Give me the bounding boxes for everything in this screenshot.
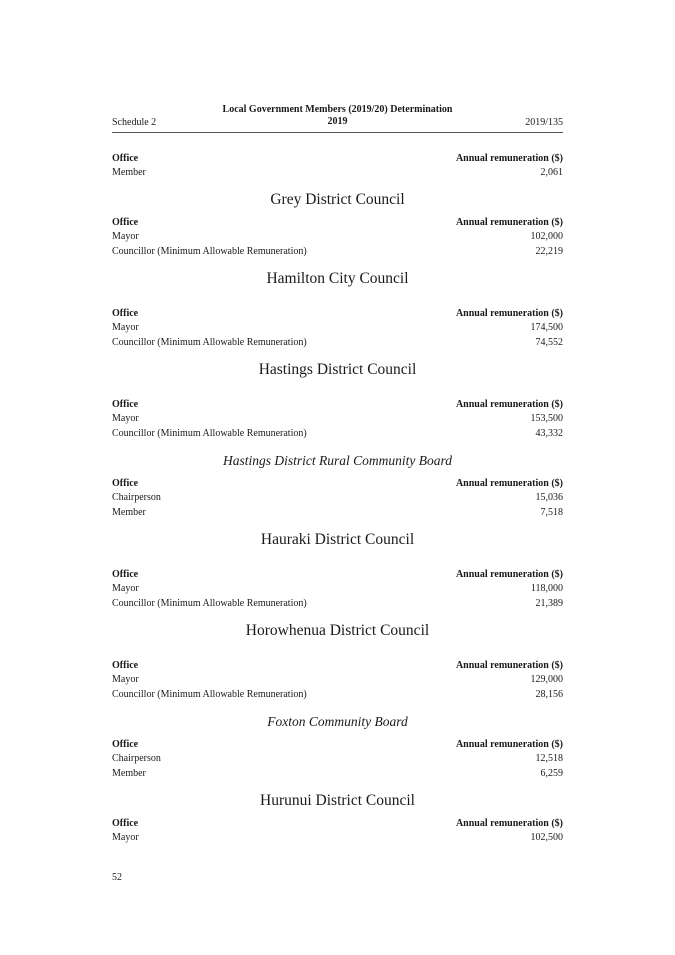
council-section (112, 150, 563, 181)
council-section (112, 260, 563, 351)
remuneration-cell: 22,219 (535, 246, 563, 257)
table-row (112, 766, 563, 782)
office-cell: Mayor (112, 831, 139, 843)
office-cell: Councillor (Minimum Allowable Remuneration) (112, 337, 307, 348)
table-row (112, 229, 563, 245)
remuneration-column-header: Annual remuneration ($) (455, 216, 563, 228)
section-title: Horowhenua District Council (245, 621, 430, 639)
remuneration-column-header: Annual remuneration ($) (455, 817, 563, 829)
remuneration-cell: 2,061 (540, 167, 563, 178)
remuneration-cell: 12,518 (535, 752, 563, 764)
table-header (112, 645, 563, 672)
remuneration-cell: 74,552 (535, 337, 563, 348)
section-title: Hastings District Council (258, 360, 417, 378)
section-title: Hurunui District Council (260, 791, 415, 809)
remuneration-cell: 174,500 (530, 321, 563, 333)
office-cell: Councillor (Minimum Allowable Remuneration) (112, 598, 307, 609)
office-cell: Councillor (Minimum Allowable Remuneration) (112, 428, 307, 439)
section-title: Foxton Community Board (267, 713, 408, 729)
remuneration-cell: 102,500 (530, 831, 563, 843)
table-row (112, 596, 563, 612)
office-column-header: Office (112, 659, 139, 671)
table-header (112, 293, 563, 320)
remuneration-column-header: Annual remuneration ($) (455, 307, 563, 319)
office-column-header: Office (112, 398, 139, 410)
header-reference: 2019/135 (525, 117, 563, 128)
council-section (112, 782, 563, 846)
office-cell: Chairperson (112, 752, 161, 764)
remuneration-cell: 7,518 (540, 507, 563, 518)
table-row (112, 244, 563, 260)
table-header (112, 214, 563, 229)
office-column-header: Office (112, 568, 139, 580)
office-column-header: Office (112, 477, 139, 489)
remuneration-column-header: Annual remuneration ($) (455, 153, 563, 164)
council-section (112, 442, 563, 521)
table-row (112, 335, 563, 351)
remuneration-column-header: Annual remuneration ($) (455, 568, 563, 580)
table-row (112, 830, 563, 846)
remuneration-cell: 21,389 (535, 598, 563, 609)
table-row (112, 687, 563, 703)
remuneration-tables (112, 150, 563, 845)
table-row (112, 320, 563, 336)
office-column-header: Office (112, 153, 139, 164)
header-title (223, 104, 453, 128)
section-title: Hamilton City Council (266, 269, 409, 287)
office-cell: Mayor (112, 230, 139, 242)
office-cell: Member (112, 768, 146, 779)
remuneration-cell: 118,000 (530, 582, 563, 594)
office-cell: Mayor (112, 321, 139, 333)
table-header (112, 384, 563, 411)
table-header (112, 150, 563, 165)
office-cell: Mayor (112, 412, 139, 424)
office-column-header: Office (112, 738, 139, 750)
remuneration-column-header: Annual remuneration ($) (455, 477, 563, 489)
table-row (112, 411, 563, 427)
office-column-header: Office (112, 307, 139, 319)
council-section (112, 521, 563, 612)
header-title-line2: 2019 (327, 116, 348, 127)
office-cell: Councillor (Minimum Allowable Remuneration) (112, 689, 307, 700)
remuneration-column-header: Annual remuneration ($) (455, 659, 563, 671)
table-header (112, 554, 563, 581)
table-row (112, 581, 563, 597)
section-title: Hastings District Rural Community Board (222, 452, 452, 468)
table-header (112, 736, 563, 751)
office-cell: Member (112, 167, 146, 178)
table-row (112, 505, 563, 521)
header-schedule: Schedule 2 (112, 117, 157, 128)
council-section (112, 703, 563, 782)
remuneration-cell: 43,332 (535, 428, 563, 439)
remuneration-cell: 6,259 (540, 768, 563, 779)
section-title: Hauraki District Council (260, 530, 415, 548)
remuneration-cell: 102,000 (530, 230, 563, 242)
council-section (112, 612, 563, 703)
table-row (112, 426, 563, 442)
office-cell: Mayor (112, 582, 139, 594)
table-row (112, 751, 563, 767)
remuneration-column-header: Annual remuneration ($) (455, 398, 563, 410)
table-header (112, 815, 563, 830)
office-cell: Councillor (Minimum Allowable Remuneration) (112, 246, 307, 257)
table-row (112, 672, 563, 688)
council-section (112, 351, 563, 442)
section-title: Grey District Council (270, 190, 405, 208)
remuneration-cell: 28,156 (535, 689, 563, 700)
office-cell: Member (112, 507, 146, 518)
office-column-header: Office (112, 817, 139, 829)
office-column-header: Office (112, 216, 139, 228)
running-header (112, 104, 563, 133)
remuneration-cell: 129,000 (530, 673, 563, 685)
remuneration-column-header: Annual remuneration ($) (455, 738, 563, 750)
page-number: 52 (112, 872, 122, 883)
remuneration-cell: 15,036 (535, 491, 563, 503)
office-cell: Mayor (112, 673, 139, 685)
table-header (112, 475, 563, 490)
remuneration-cell: 153,500 (530, 412, 563, 424)
header-title-line1: Local Government Members (2019/20) Determination (222, 104, 453, 115)
table-row (112, 165, 563, 181)
council-section (112, 181, 563, 260)
office-cell: Chairperson (112, 491, 161, 503)
table-row (112, 490, 563, 506)
